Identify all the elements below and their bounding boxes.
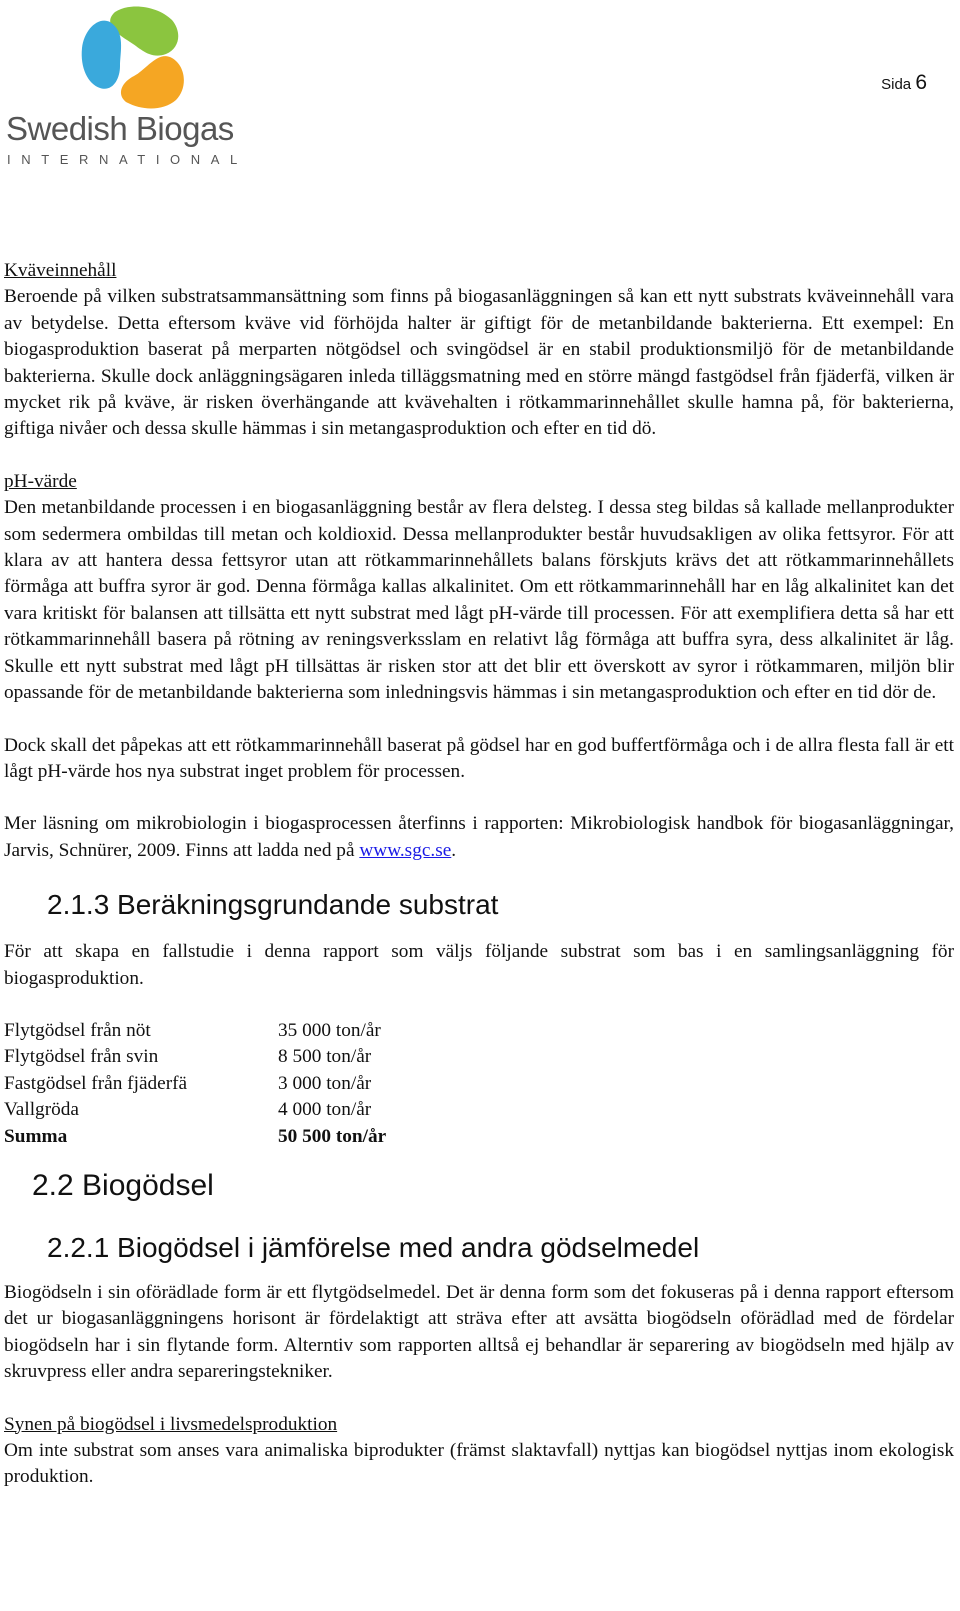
logo-wordmark: Swedish Biogas: [6, 110, 234, 147]
biogodsel-heading: 2.2 Biogödsel: [32, 1168, 214, 1202]
company-logo: [2, 2, 264, 172]
logo-tagline: INTERNATIONAL: [7, 152, 248, 167]
biogodsel-paragraph: Biogödseln i sin oförädlade form är ett flytgödselmedel. Det är denna form som det fokuseras på i denna rapport eftersom det ur biogasanläggningens horisont är fördelaktigt att sträva efter att avsätta biogödseln oförädlad med de fördelar biogödseln har i sin flytande form. Alterntiv som rapporten alltså ej behandlar är separering av biogödseln med hjälp av skruvpress eller andra separeringstekniker.: [4, 1281, 954, 1383]
calc-heading: 2.1.3 Beräkningsgrundande substrat: [47, 889, 499, 921]
reading-suffix: .: [451, 839, 457, 861]
document-body: [4, 258, 954, 1491]
food-paragraph: Om inte substrat som anses vara animaliska biprodukter (främst slaktavfall) nyttjas kan biogödsel nyttjas inom ekologisk produktion.: [4, 1440, 954, 1488]
kvave-heading: Kväveinnehåll: [4, 260, 117, 281]
substrate-value: 8 500 ton/år: [278, 1046, 372, 1068]
kvave-paragraph: Beroende på vilken substratsammansättning som finns på biogasanläggningen så kan ett nytt substrats kväveinnehåll vara av betydelse. Detta eftersom kväve vid förhöjda halter är giftigt för de metanbildande bakterierna. Ett exempel: En biogasproduktion baserat på merparten nötgödsel och svingödsel är en stabil produktionsmiljö för de metanbildande bakterierna. Skulle dock anläggningsägaren inleda tilläggsmatning med en större mängd fastgödsel från fjäderfä, vilken är mycket rik på kväve, är risken överhängande att kvävehalten i rötkammarinnehållet skulle hamna på, för bakterierna, giftiga nivåer och dessa skulle hämmas i sin metangasproduktion och efter en tid dö.: [4, 286, 954, 440]
substrate-value: 3 000 ton/år: [278, 1072, 372, 1094]
page-number: [881, 71, 927, 95]
food-heading: Synen på biogödsel i livsmedelsproduktion: [4, 1413, 338, 1435]
substrate-label: Flytgödsel från svin: [4, 1046, 159, 1068]
biogodsel-subheading: 2.2.1 Biogödsel i jämförelse med andra gödselmedel: [47, 1231, 700, 1263]
reading-text: Mer läsning om mikrobiologin i biogasprocessen återfinns i rapporten: Mikrobiologisk handbok för biogasanläggningar, Jarvis, Schnürer, 2009. Finns att ladda ned på: [4, 813, 954, 861]
ph-paragraph: Den metanbildande processen i en biogasanläggning består av flera delsteg. I dessa steg bildas så kallade mellanprodukter som sedermera ombildas till metan och koldioxid. Dessa mellanprodukter består huvudsakligen av olika fettsyror. För att klara av att hantera dessa fettsyror utan att rötkammarinnehållets balans förskjuts krävs det att rötkammarinnehållets förmåga att buffra syror är god. Denna förmåga kallas alkalinitet. Om ett rötkammarinnehåll har en låg alkalinitet kan det vara kritiskt för balansen att tillsätta ett nytt substrat med lågt pH-värde till processen. För att exemplifiera detta så har ett rötkammarinnehåll basera på rötning av reningsverksslam en relativt låg förmåga att buffra syra, dess alkalinitet är låg. Skulle ett nytt substrat med lågt pH tillsättas är risken stor att det blir ett överskott av syror i rötkammaren, miljön blir opassande för de metanbildande bakterierna som inledningsvis hämmas i sin metangasproduktion och efter en tid dör de.: [4, 497, 954, 704]
sgc-link[interactable]: www.sgc.se: [359, 839, 452, 861]
substrate-value: 4 000 ton/år: [278, 1099, 372, 1121]
table-row: [4, 1071, 386, 1097]
sum-value: 50 500 ton/år: [278, 1125, 387, 1147]
sum-label: Summa: [4, 1125, 68, 1147]
ph-note-paragraph: Dock skall det påpekas att ett rötkammarinnehåll baserat på gödsel har en god buffertförmåga och i de allra flesta fall är ett lågt pH-värde hos nya substrat inget problem för processen.: [4, 734, 954, 782]
substrate-label: Vallgröda: [4, 1099, 79, 1121]
table-sum-row: [4, 1124, 386, 1150]
substrate-label: Flytgödsel från nöt: [4, 1019, 151, 1041]
table-row: [4, 1018, 386, 1044]
table-row: [4, 1097, 386, 1123]
ph-heading: pH-värde: [4, 470, 77, 492]
table-row: [4, 1044, 386, 1070]
page-label: Sida: [881, 76, 912, 93]
substrate-value: 35 000 ton/år: [278, 1019, 381, 1041]
reading-paragraph: [4, 811, 954, 864]
calc-intro: För att skapa en fallstudie i denna rapport som väljs följande substrat som bas i en samlingsanläggning för biogasproduktion.: [4, 941, 954, 989]
substrate-label: Fastgödsel från fjäderfä: [4, 1072, 188, 1094]
page-number-value: 6: [915, 71, 927, 94]
logo-mark-icon: [2, 2, 264, 112]
substrate-table: [4, 1018, 386, 1150]
